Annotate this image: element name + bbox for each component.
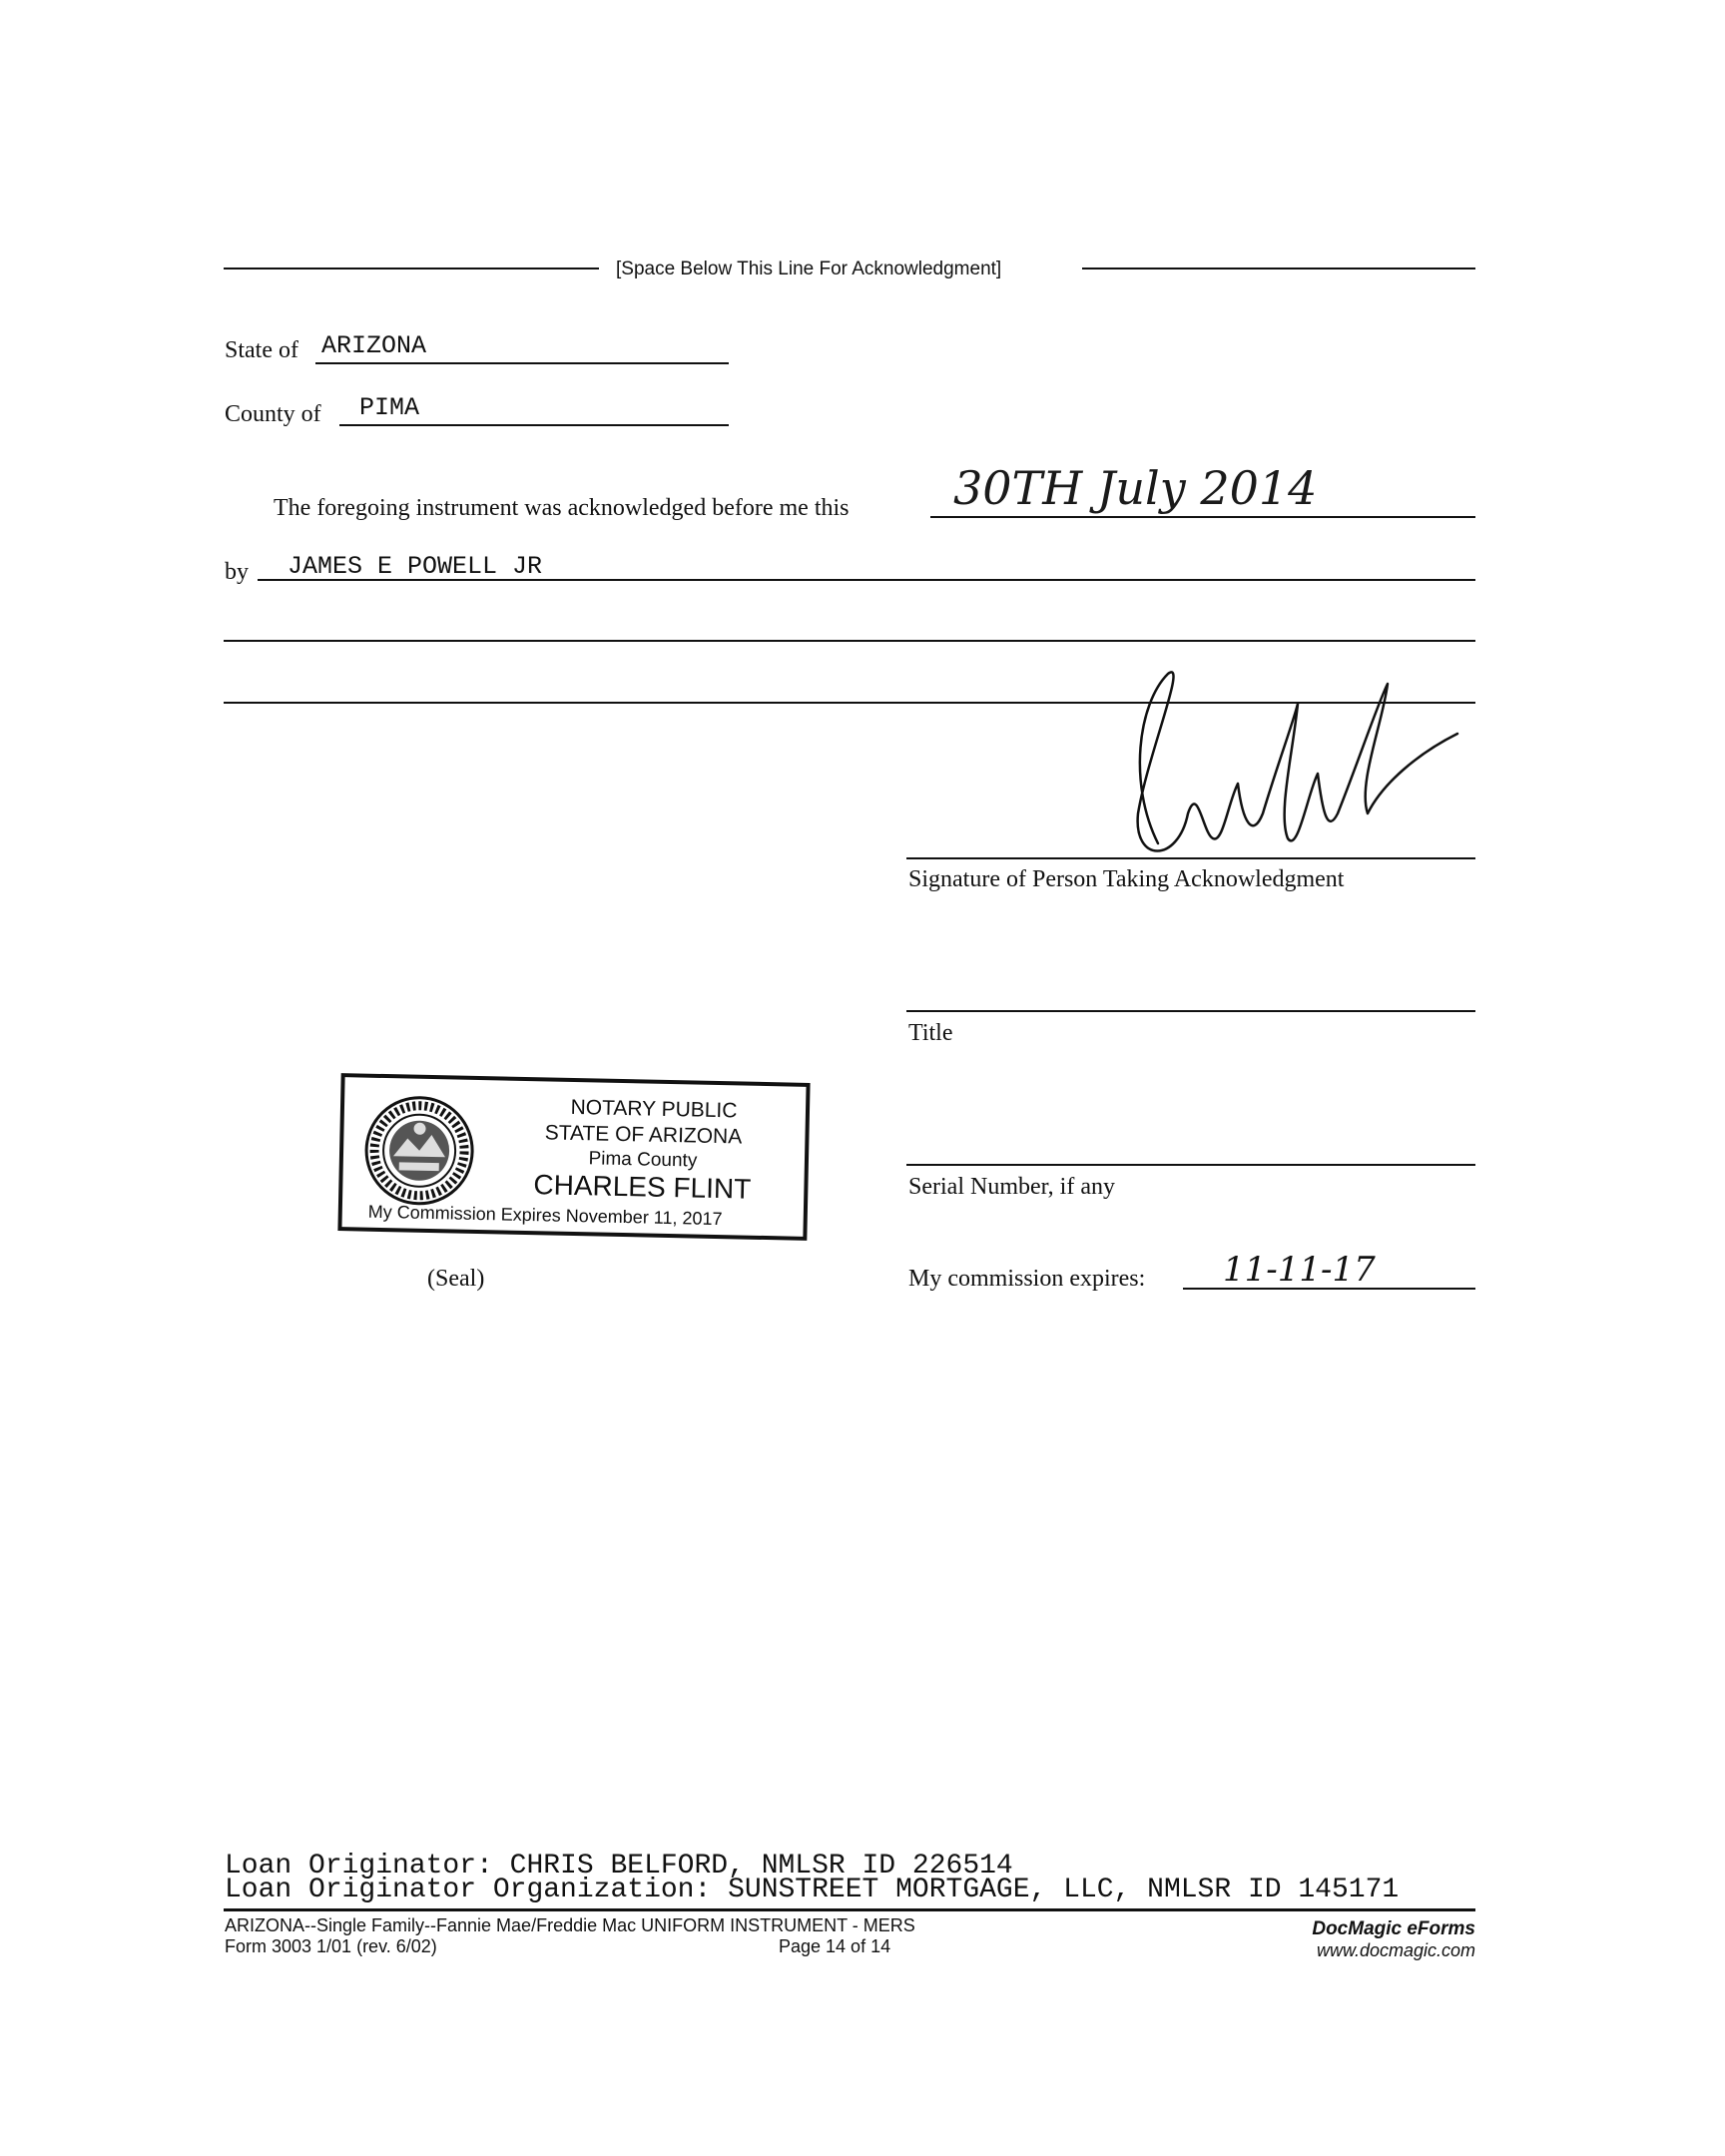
commission-underline [1183, 1288, 1475, 1290]
footer-page: Page 14 of 14 [779, 1936, 891, 1956]
state-value: ARIZONA [321, 331, 427, 360]
footer-rule [224, 1908, 1475, 1911]
county-underline [339, 424, 729, 426]
handwritten-date: 30TH July 2014 [953, 461, 1318, 515]
arizona-seal-emblem [362, 1094, 476, 1208]
serial-label: Serial Number, if any [908, 1174, 1115, 1200]
footer-organization: Loan Originator Organization: SUNSTREET MORTGAGE, LLC, NMLSR ID 145171 [225, 1875, 1400, 1905]
serial-line [906, 1164, 1475, 1166]
foregoing-text: The foregoing instrument was acknowledged before me this [274, 495, 850, 521]
title-label: Title [908, 1020, 953, 1046]
state-underline [315, 362, 729, 364]
seal-caption: (Seal) [427, 1266, 485, 1292]
seal-line-1: NOTARY PUBLIC [570, 1095, 738, 1123]
blank-line-1 [224, 640, 1475, 642]
seal-line-2: STATE OF ARIZONA [544, 1121, 743, 1149]
state-label: State of [225, 337, 298, 363]
header-rule-right [1082, 268, 1475, 270]
county-value: PIMA [359, 393, 420, 422]
footer-form-title: ARIZONA--Single Family--Fannie Mae/Freddie Mac UNIFORM INSTRUMENT - MERS [225, 1915, 915, 1935]
footer-originator: Loan Originator: CHRIS BELFORD, NMLSR ID 226514 [225, 1851, 1013, 1882]
footer-brand: DocMagic eForms [1312, 1918, 1475, 1939]
seal-line-3: Pima County [588, 1148, 698, 1172]
date-underline [930, 516, 1475, 518]
by-underline [258, 579, 1475, 581]
header-rule-left [224, 268, 599, 270]
commission-handwritten: 11-11-17 [1223, 1250, 1376, 1290]
by-value: JAMES E POWELL JR [288, 552, 543, 581]
seal-notary-name: CHARLES FLINT [533, 1169, 752, 1205]
county-label: County of [225, 401, 321, 427]
footer-website: www.docmagic.com [1316, 1940, 1475, 1960]
signature-label: Signature of Person Taking Acknowledgment [908, 866, 1345, 892]
seal-expires: My Commission Expires November 11, 2017 [367, 1201, 723, 1230]
signature-line [906, 857, 1475, 859]
notary-seal-stamp [337, 1073, 810, 1241]
title-line [906, 1010, 1475, 1012]
commission-label: My commission expires: [908, 1266, 1146, 1292]
footer-form-number: Form 3003 1/01 (rev. 6/02) [225, 1936, 437, 1956]
acknowledgment-header: [Space Below This Line For Acknowledgment] [616, 259, 1002, 279]
by-label: by [225, 559, 249, 585]
